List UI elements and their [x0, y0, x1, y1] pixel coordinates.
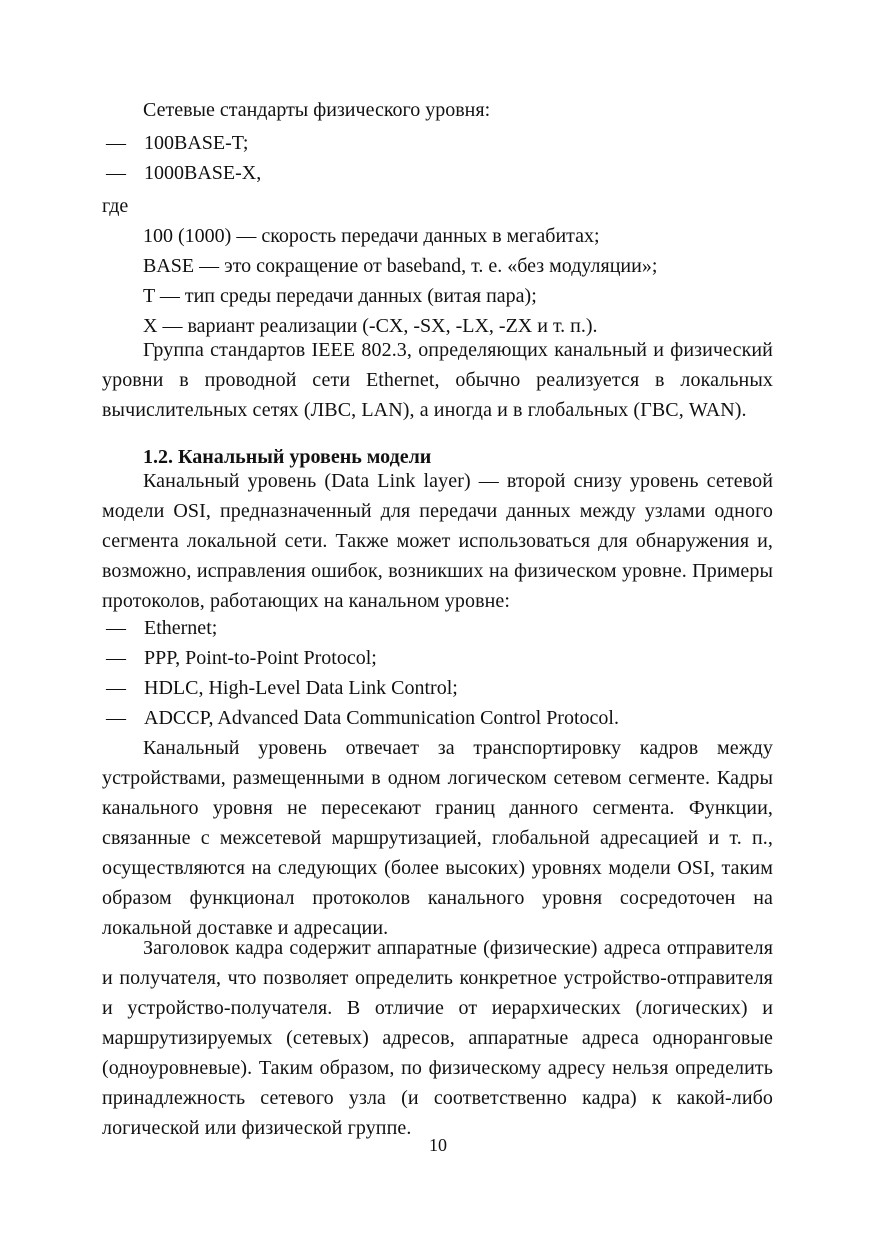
protocol-item: HDLC, High-Level Data Link Control;	[144, 677, 458, 699]
list-item	[106, 673, 458, 703]
physical-standards-intro: Сетевые стандарты физического уровня:	[143, 99, 491, 121]
dash-marker: —	[106, 677, 126, 699]
frame-header-paragraph: Заголовок кадра содержит аппаратные (физические) адреса отправителя и получателя, что позволяет определить конкретное устройство-отправителя и устройство-получателя. В отличие от иерархических (логических) и маршрутизируемых (сетевых) адресов, аппаратные адреса одноранговые (одноуровневые). Таким образом, по физическому адресу нельзя определить принадлежность сетевого узла (и соответственно кадра) к какой-либо логической или физической группе.	[102, 937, 773, 1139]
where-label: где	[102, 195, 129, 217]
ieee-paragraph: Группа стандартов IEEE 802.3, определяющих канальный и физический уровни в проводной сети Ethernet, обычно реализуется в локальных вычислительных сетях (ЛВС, LAN), а иногда и в глобальных (ГВС, WAN).	[102, 339, 773, 421]
list-item-text: 100BASE-T;	[144, 132, 249, 154]
list-item	[106, 703, 619, 733]
protocol-item: Ethernet;	[144, 617, 218, 639]
section-heading: 1.2. Канальный уровень модели	[143, 446, 432, 468]
definition-line: 100 (1000) — скорость передачи данных в мегабитах;	[143, 225, 600, 247]
data-link-intro-paragraph: Канальный уровень (Data Link layer) — второй снизу уровень сетевой модели OSI, предназначенный для передачи данных между узлами одного сегмента локальной сети. Также может использоваться для обнаружения и, возможно, исправления ошибок, возникших на физическом уровне. Примеры протоколов, работающих на канальном уровне:	[102, 470, 773, 612]
list-item	[106, 613, 217, 643]
dash-marker: —	[106, 162, 126, 184]
definition-line: T — тип среды передачи данных (витая пара);	[143, 285, 537, 307]
transport-paragraph: Канальный уровень отвечает за транспортировку кадров между устройствами, размещенными в одном логическом сетевом сегменте. Кадры канального уровня не пересекают границ данного сегмента. Функции, связанные с межсетевой маршрутизацией, глобальной адресацией и т. п., осуществляются на следующих (более высоких) уровнях модели OSI, таким образом функционал протоколов канального уровня сосредоточен на локальной доставке и адресации.	[102, 737, 773, 939]
definition-line: BASE — это сокращение от baseband, т. е. «без модуляции»;	[143, 255, 658, 277]
list-item	[106, 643, 377, 673]
protocol-item: ADCCP, Advanced Data Communication Control Protocol.	[144, 707, 619, 729]
list-item-text: 1000BASE-X,	[144, 162, 262, 184]
protocol-item: PPP, Point-to-Point Protocol;	[144, 647, 377, 669]
dash-marker: —	[106, 647, 126, 669]
page-number: 10	[429, 1135, 447, 1155]
dash-marker: —	[106, 132, 126, 154]
definition-line: X — вариант реализации (-CX, -SX, -LX, -ZX и т. п.).	[143, 315, 598, 337]
dash-marker: —	[106, 707, 126, 729]
list-item	[106, 158, 261, 188]
dash-marker: —	[106, 617, 126, 639]
list-item	[106, 128, 248, 158]
